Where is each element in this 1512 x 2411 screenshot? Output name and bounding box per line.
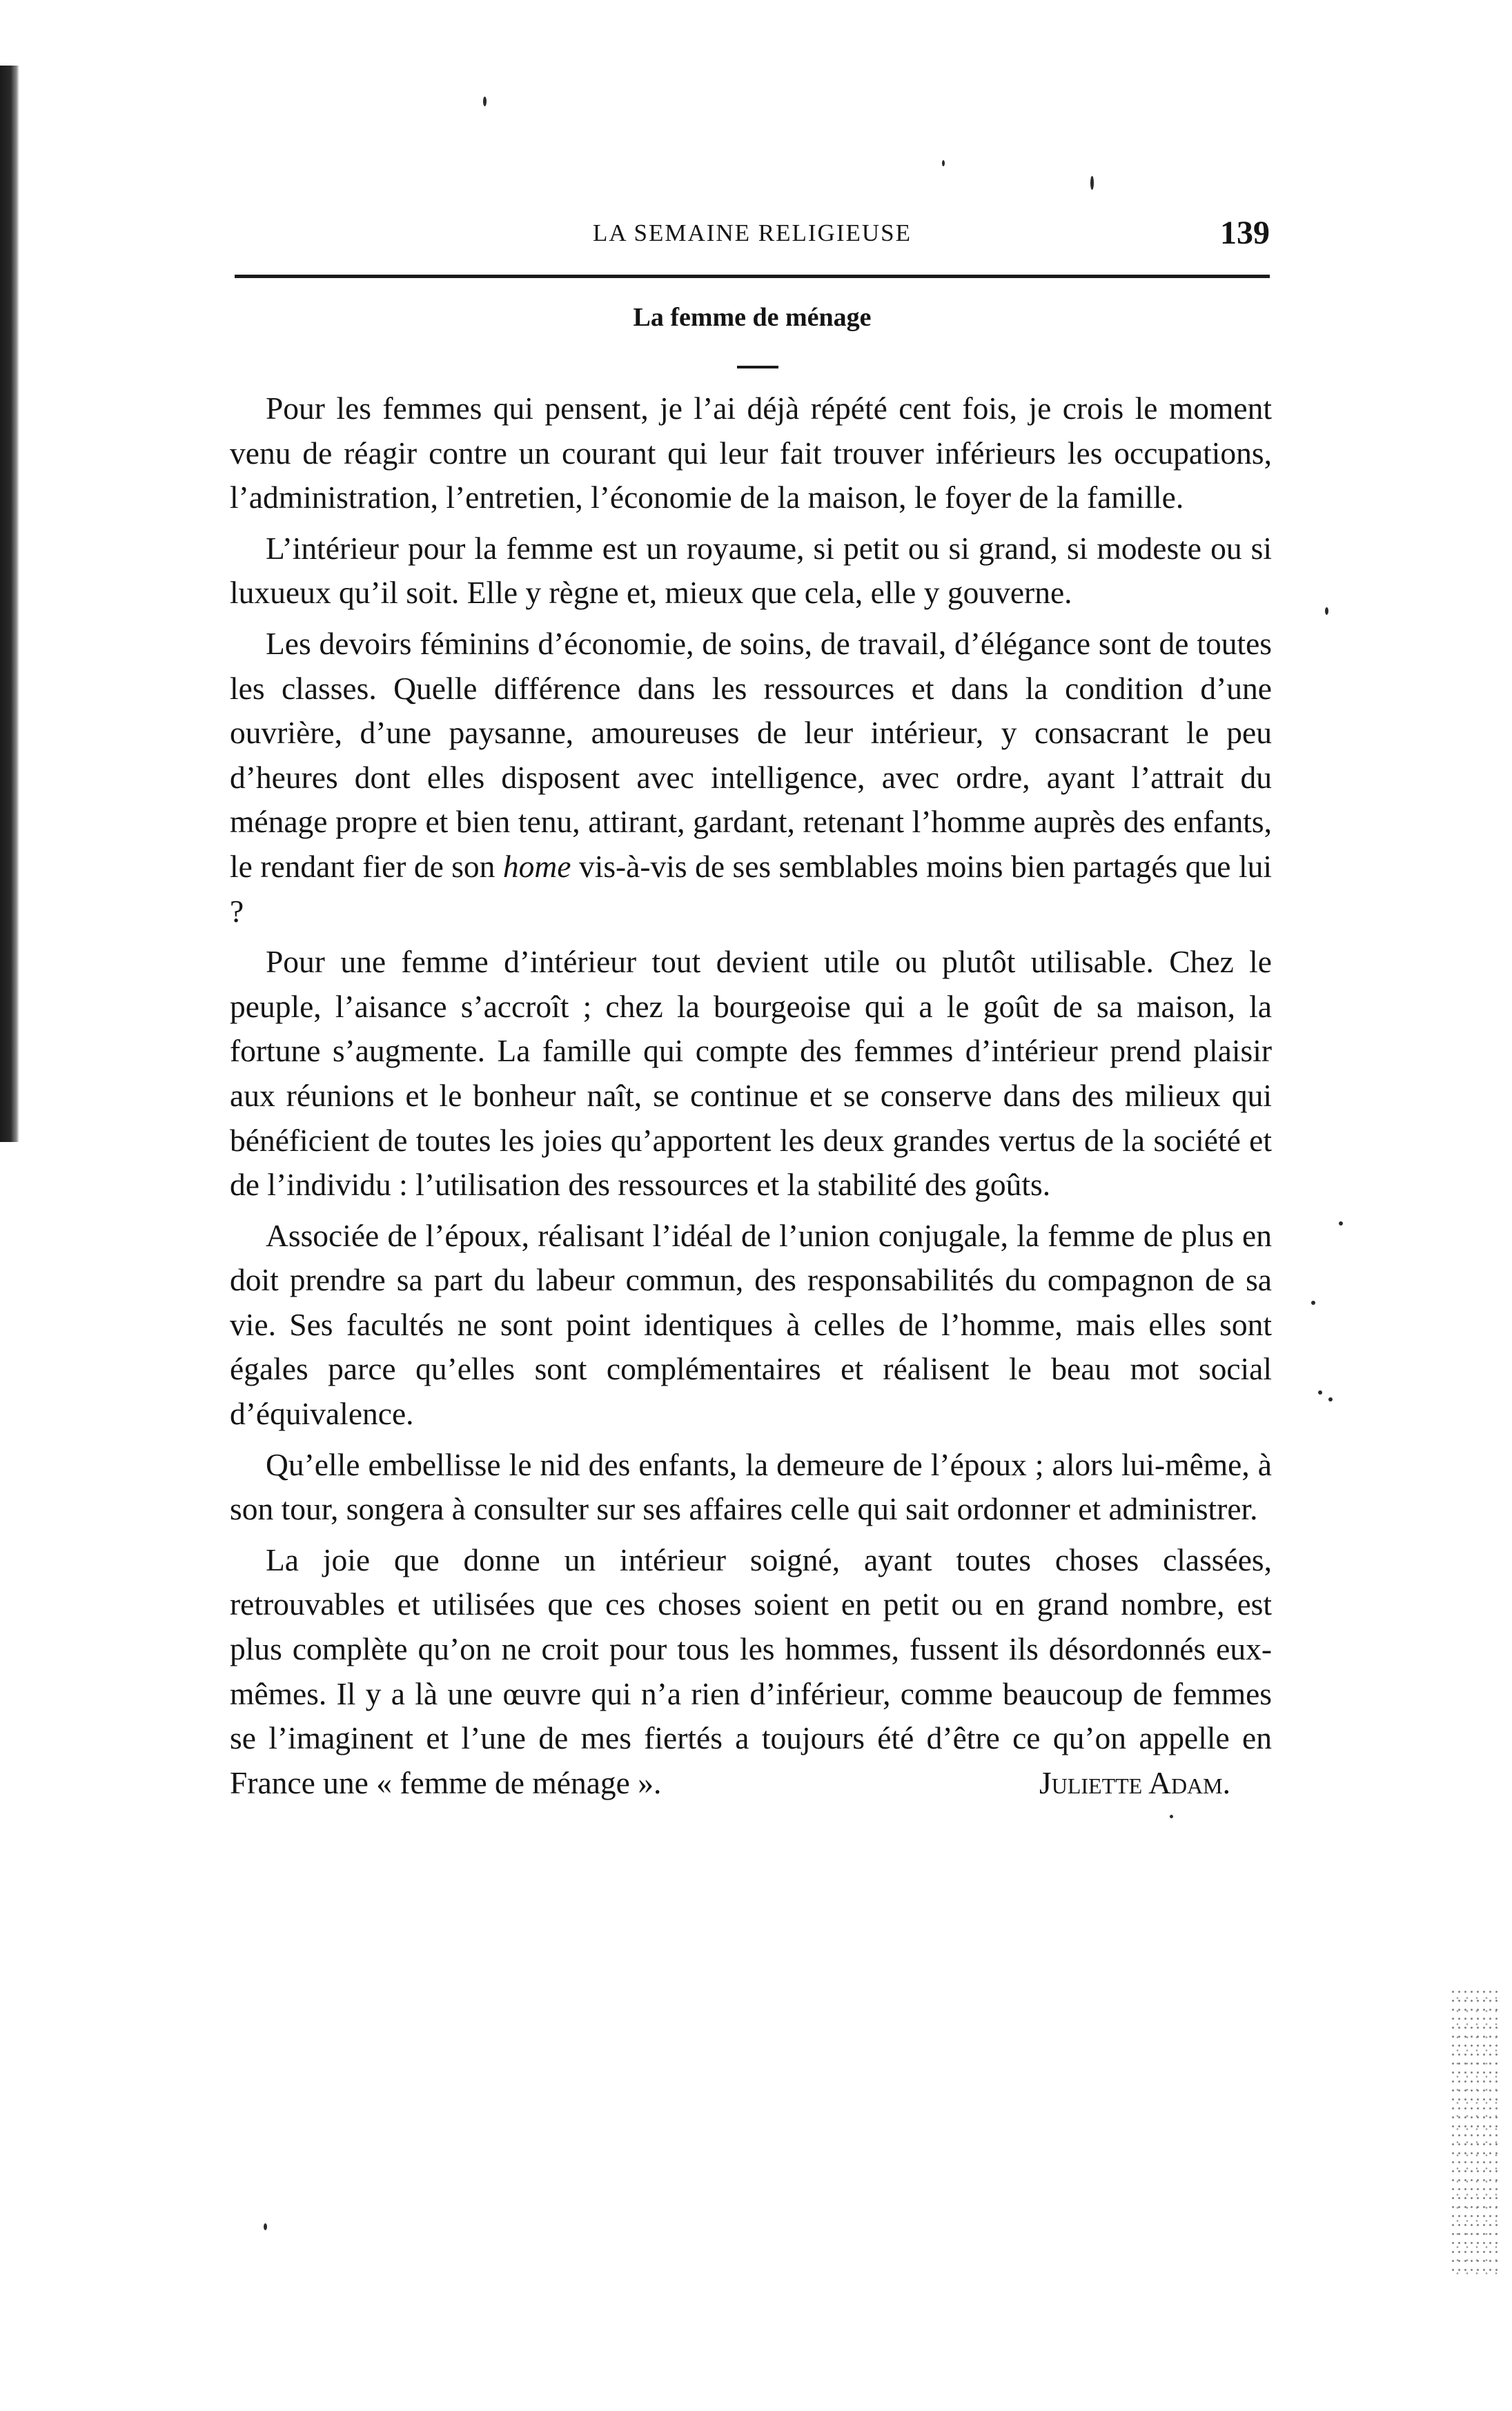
paragraph-2 xyxy=(230,527,1272,616)
paragraph-text: Les devoirs féminins d’économie, de soins, de travail, d’élégance sont de toutes les classes. Quelle différence dans les ressources et dans la condition d’une ouvrière, d’une paysanne, amoureuses de leur intérieur, y consacrant le peu d’heures dont elles disposent avec intelligence, avec ordre, ayant l’attrait du ménage propre et bien tenu, attirant, gardant, retenant l’homme auprès des enfants, le rendant fier de son xyxy=(230,625,1272,884)
paragraph-text: Pour une femme d’intérieur tout devient utile ou plutôt utilisable. Chez le peuple, l’aisance s’accroît ; chez la bourgeoise qui a le goût de sa maison, la fortune s’augmente. La famille qui compte des femmes d’intérieur prend plaisir aux réunions et le bonheur naît, se continue et se conserve dans des milieux qui bénéficient de toutes les joies qu’apportent les deux grandes vertus de la société et de l’individu : l’utilisation des ressources et la stabilité des goûts. xyxy=(230,944,1272,1203)
paragraph-7 xyxy=(230,1538,1272,1806)
paragraph-emphasis: home xyxy=(502,848,571,884)
scan-speck xyxy=(1170,1815,1173,1818)
scan-margin-shadow xyxy=(0,66,19,1142)
running-title: LA SEMAINE RELIGIEUSE xyxy=(593,219,912,246)
scan-speck xyxy=(264,2223,267,2230)
paragraph-1 xyxy=(230,386,1272,520)
paragraph-text: Qu’elle embellisse le nid des enfants, la demeure de l’époux ; alors lui-même, à son tour, songera à consulter sur ses affaires celle qui sait ordonner et administrer. xyxy=(230,1446,1272,1527)
scan-speck xyxy=(1311,1301,1315,1305)
author-signature: Juliette Adam. xyxy=(1039,1764,1230,1800)
paragraph-3 xyxy=(230,622,1272,934)
page-number: 139 xyxy=(1220,215,1270,251)
scan-speck xyxy=(1325,607,1328,615)
paragraph-text: L’intérieur pour la femme est un royaume, si petit ou si grand, si modeste ou si luxueux qu’il soit. Elle y règne et, mieux que cela, elle y gouverne. xyxy=(230,530,1272,611)
paragraph-4 xyxy=(230,940,1272,1208)
paragraph-5 xyxy=(230,1214,1272,1437)
title-separator xyxy=(737,366,778,368)
article-body xyxy=(230,386,1272,1805)
header-rule xyxy=(235,275,1270,278)
paragraph-text: Pour les femmes qui pensent, je l’ai déjà répété cent fois, je crois le moment venu de réagir contre un courant qui leur fait trouver inférieurs les occupations, l’administration, l’entretien, l’économie de la maison, le foyer de la famille. xyxy=(230,391,1272,515)
scan-speck xyxy=(1339,1221,1343,1226)
scan-speck xyxy=(483,97,487,106)
paragraph-text: Associée de l’époux, réalisant l’idéal de l’union conjugale, la femme de plus en doit prendre sa part du labeur commun, des responsabilités du compagnon de sa vie. Ses facultés ne sont point identiques à celles de l’homme, mais elles sont égales parce qu’elles sont complémentaires et réalisent le beau mot social d’équivalence. xyxy=(230,1217,1272,1432)
paragraph-6 xyxy=(230,1443,1272,1532)
running-header xyxy=(235,215,1270,261)
scan-noise xyxy=(1450,1987,1498,2277)
scan-speck xyxy=(1318,1390,1322,1395)
scan-speck xyxy=(1328,1397,1333,1401)
paragraph-text: La joie que donne un intérieur soigné, ayant toutes choses classées, retrouvables et utilisées que ces choses soient en petit ou en grand nombre, est plus complète qu’on ne croit pour tous les hommes, fussent ils désordonnés eux-mêmes. Il y a là une œuvre qui n’a rien d’inférieur, comme beaucoup de femmes se l’imaginent et l’une de mes fiertés a toujours été d’être ce qu’on appelle en France une « femme de ménage ». xyxy=(230,1542,1272,1800)
scan-speck xyxy=(942,160,945,166)
scan-speck xyxy=(1090,176,1094,190)
paragraph-text: vis-à-vis de ses semblables moins bien partagés que lui ? xyxy=(230,848,1272,929)
article-title: La femme de ménage xyxy=(633,303,872,332)
